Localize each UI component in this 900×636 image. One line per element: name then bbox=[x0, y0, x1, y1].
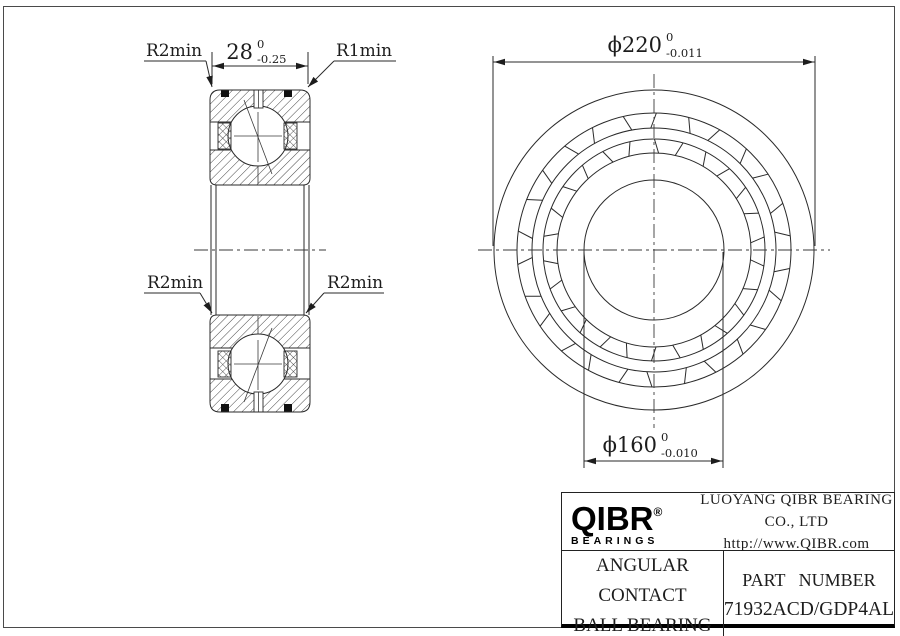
dim-od-value: ϕ220 bbox=[607, 33, 662, 57]
part-number-cell bbox=[724, 551, 894, 636]
logo bbox=[562, 497, 699, 547]
label-r1min-top-right: R1min bbox=[336, 41, 393, 61]
company-info bbox=[699, 489, 894, 555]
cage-bottom-left bbox=[218, 351, 231, 377]
dim-bore-value: ϕ160 bbox=[602, 433, 657, 457]
section-view bbox=[144, 37, 396, 415]
product-type-cell bbox=[562, 551, 724, 636]
dim-od-tol-upper: 0 bbox=[666, 30, 674, 44]
product-type-line1: ANGULAR CONTACT bbox=[596, 555, 689, 606]
product-type-line2: BALL BEARING bbox=[573, 615, 712, 636]
label-r2min-top-left: R2min bbox=[146, 41, 203, 61]
logo-subtitle: BEARINGS bbox=[571, 534, 659, 547]
company-name: LUOYANG QIBR BEARING CO., LTD bbox=[700, 491, 893, 530]
dim-width-28 bbox=[212, 37, 308, 84]
dim-width-tol-upper: 0 bbox=[257, 37, 265, 51]
cage-bottom-right bbox=[284, 351, 297, 377]
cage-top-right bbox=[284, 123, 297, 149]
dim-bore-diameter bbox=[584, 252, 723, 468]
section-bottom-half bbox=[210, 315, 310, 415]
dim-bore-tol-lower: -0.010 bbox=[661, 446, 698, 460]
cage-top-left bbox=[218, 123, 231, 149]
dim-od-tol-lower: -0.011 bbox=[666, 46, 703, 60]
dim-width-tol-lower: -0.25 bbox=[257, 52, 287, 66]
logo-word: QIBR bbox=[571, 499, 654, 537]
dim-bore-tol-upper: 0 bbox=[661, 430, 669, 444]
company-website: http://www.QIBR.com bbox=[723, 535, 870, 552]
part-number-value: 71932ACD/GDP4AL bbox=[723, 599, 894, 620]
label-r2min-mid-right: R2min bbox=[327, 273, 384, 293]
seal-bottom-right bbox=[284, 404, 292, 412]
seal-bottom-left bbox=[221, 404, 229, 412]
title-block-row-company bbox=[562, 493, 894, 551]
title-block-row-product bbox=[562, 551, 894, 636]
part-number-label: PART NUMBER bbox=[742, 570, 876, 590]
title-block bbox=[561, 491, 895, 636]
section-top-half bbox=[210, 85, 310, 185]
dim-width-value: 28 bbox=[226, 40, 253, 64]
label-r2min-mid-left: R2min bbox=[147, 273, 204, 293]
logo-text bbox=[571, 497, 699, 537]
registered-mark-icon: ® bbox=[653, 504, 663, 519]
